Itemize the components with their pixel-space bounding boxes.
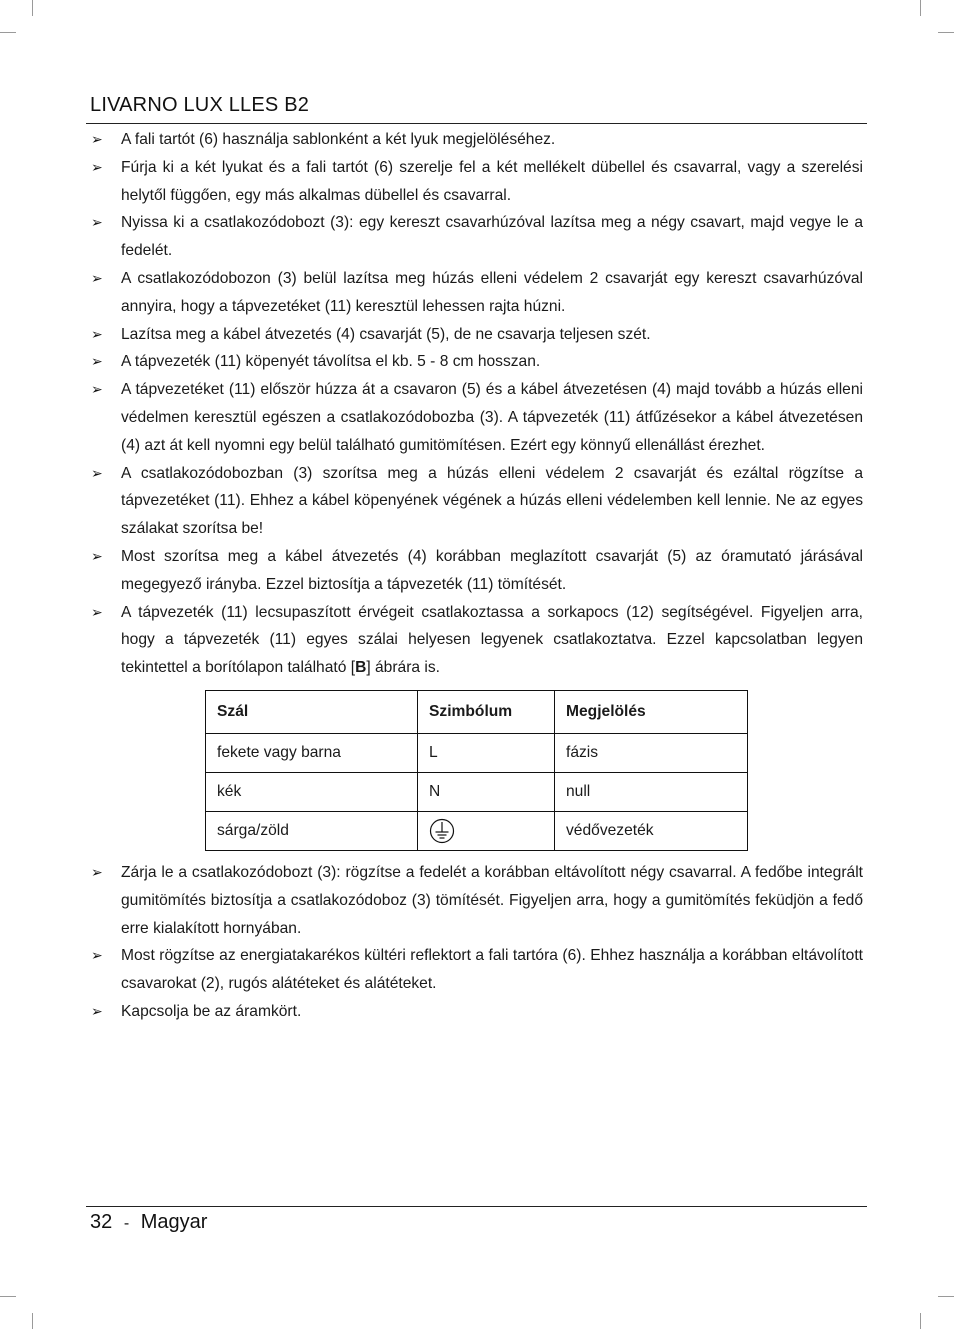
designation-cell: null <box>555 772 748 811</box>
table-header-row <box>206 690 748 733</box>
instruction-item: ➢ A tápvezetéket (11) először húzza át a csavaron (5) és a kábel átvezetésen (4) majd tovább a húzás elleni védelmen keresztül egészen a csatlakozódobozba (3). A tápvezeték (11) átfűzésekor a kábel átvezetésen (4) azt át kell nyomni egy belül található gumitömítésen. Ezért egy könnyű ellenállást érezhet. <box>90 376 863 459</box>
crop-mark <box>938 32 954 33</box>
instruction-item: ➢ Most szorítsa meg a kábel átvezetés (4) korábban meglazított csavarját (5) az óramutató járásával megegyező irányba. Ezzel biztosítja a tápvezeték (11) tömítését. <box>90 543 863 599</box>
instruction-item: ➢ A csatlakozódobozban (3) szorítsa meg a húzás elleni védelem 2 csavarját és ezáltal rögzítse a tápvezetéket (11). Ehhez a kábel köpenyének végének a húzás elleni védelemben kell lennie. Ne az egyes szálakat szorítsa be! <box>90 460 863 543</box>
column-header: Megjelölés <box>555 690 748 733</box>
designation-cell: fázis <box>555 733 748 772</box>
instruction-item: ➢ Kapcsolja be az áramkört. <box>90 998 863 1026</box>
document-title: LIVARNO LUX LLES B2 <box>90 94 310 116</box>
crop-mark <box>920 1313 921 1329</box>
instruction-item: ➢ A csatlakozódobozon (3) belül lazítsa meg húzás elleni védelem 2 csavarját egy kereszt csavarhúzóval annyira, hogy a tápvezetéket (11) keresztül lehessen rajta húzni. <box>90 265 863 321</box>
arrow-bullet-icon: ➢ <box>91 158 103 175</box>
arrow-bullet-icon: ➢ <box>91 464 103 481</box>
instruction-item: ➢ A tápvezeték (11) lecsupaszított érvégeit csatlakoztassa a sorkapocs (12) segítségével. Figyeljen arra, hogy a tápvezeték (11) egyes szálai helyesen legyenek csatlakoztatva. Ezzel kapcsolatban legyen tekintettel a borítólapon található [B] ábrára is. <box>90 599 863 682</box>
arrow-bullet-icon: ➢ <box>91 547 103 564</box>
crop-mark <box>0 32 16 33</box>
table-row <box>206 811 748 850</box>
footer-language: Magyar <box>140 1211 208 1233</box>
instruction-item: ➢ Most rögzítse az energiatakarékos kültéri reflektort a fali tartóra (6). Ehhez használja a korábban eltávolított csavarokat (2), rugós alátéteket és alátéteket. <box>90 942 863 998</box>
table-row <box>206 772 748 811</box>
arrow-bullet-icon: ➢ <box>91 603 103 620</box>
table-row <box>206 733 748 772</box>
arrow-bullet-icon: ➢ <box>91 214 103 231</box>
wire-connection-table <box>205 690 748 851</box>
arrow-bullet-icon: ➢ <box>91 269 103 286</box>
page-number: 32 <box>90 1211 113 1233</box>
column-header: Szimbólum <box>418 690 555 733</box>
instruction-item: ➢ Lazítsa meg a kábel átvezetés (4) csavarját (5), de ne csavarja teljesen szét. <box>90 321 863 349</box>
arrow-bullet-icon: ➢ <box>91 353 103 370</box>
ground-symbol-icon <box>429 818 455 844</box>
instruction-item: ➢ A fali tartót (6) használja sablonként a két lyuk megjelöléséhez. <box>90 126 863 154</box>
instruction-item: ➢ Nyissa ki a csatlakozódobozt (3): egy kereszt csavarhúzóval lazítsa meg a négy csavart, majd vegye le a fedelét. <box>90 209 863 265</box>
column-header: Szál <box>206 690 418 733</box>
arrow-bullet-icon: ➢ <box>91 131 103 147</box>
instruction-item: ➢ Fúrja ki a két lyukat és a fali tartót (6) szerelje fel a két mellékelt dübellel és csavarral, vagy a szerelési helytől függően, egy más alkalmas dübellel és csavarral. <box>90 154 863 210</box>
figure-reference: B <box>355 659 367 677</box>
symbol-cell: N <box>418 772 555 811</box>
instructions-body <box>90 126 863 1026</box>
footer-rule <box>86 1206 867 1207</box>
arrow-bullet-icon: ➢ <box>91 381 103 398</box>
instruction-item: ➢ A tápvezeték (11) köpenyét távolítsa el kb. 5 - 8 cm hosszan. <box>90 348 863 376</box>
crop-mark <box>938 1296 954 1297</box>
symbol-cell: L <box>418 733 555 772</box>
header-rule <box>86 123 867 124</box>
designation-cell: védővezeték <box>555 811 748 850</box>
wire-cell: sárga/zöld <box>206 811 418 850</box>
arrow-bullet-icon: ➢ <box>91 325 103 342</box>
footer-separator: - <box>123 1215 130 1232</box>
crop-mark <box>32 1313 33 1329</box>
arrow-bullet-icon: ➢ <box>91 947 103 964</box>
crop-mark <box>32 0 33 16</box>
instruction-item: ➢ Zárja le a csatlakozódobozt (3): rögzítse a fedelét a korábban eltávolított négy csavarral. A fedőbe integrált gumitömítés biztosítja a csatlakozódoboz (3) tömítését. Figyeljen arra, hogy a gumitömítés feküdjön a fedő erre kialakított hornyában. <box>90 859 863 942</box>
wire-cell: kék <box>206 772 418 811</box>
arrow-bullet-icon: ➢ <box>91 863 103 880</box>
page-footer <box>90 1211 207 1234</box>
crop-mark <box>0 1296 16 1297</box>
wire-cell: fekete vagy barna <box>206 733 418 772</box>
crop-mark <box>920 0 921 16</box>
symbol-cell <box>418 811 555 850</box>
arrow-bullet-icon: ➢ <box>91 1002 103 1019</box>
